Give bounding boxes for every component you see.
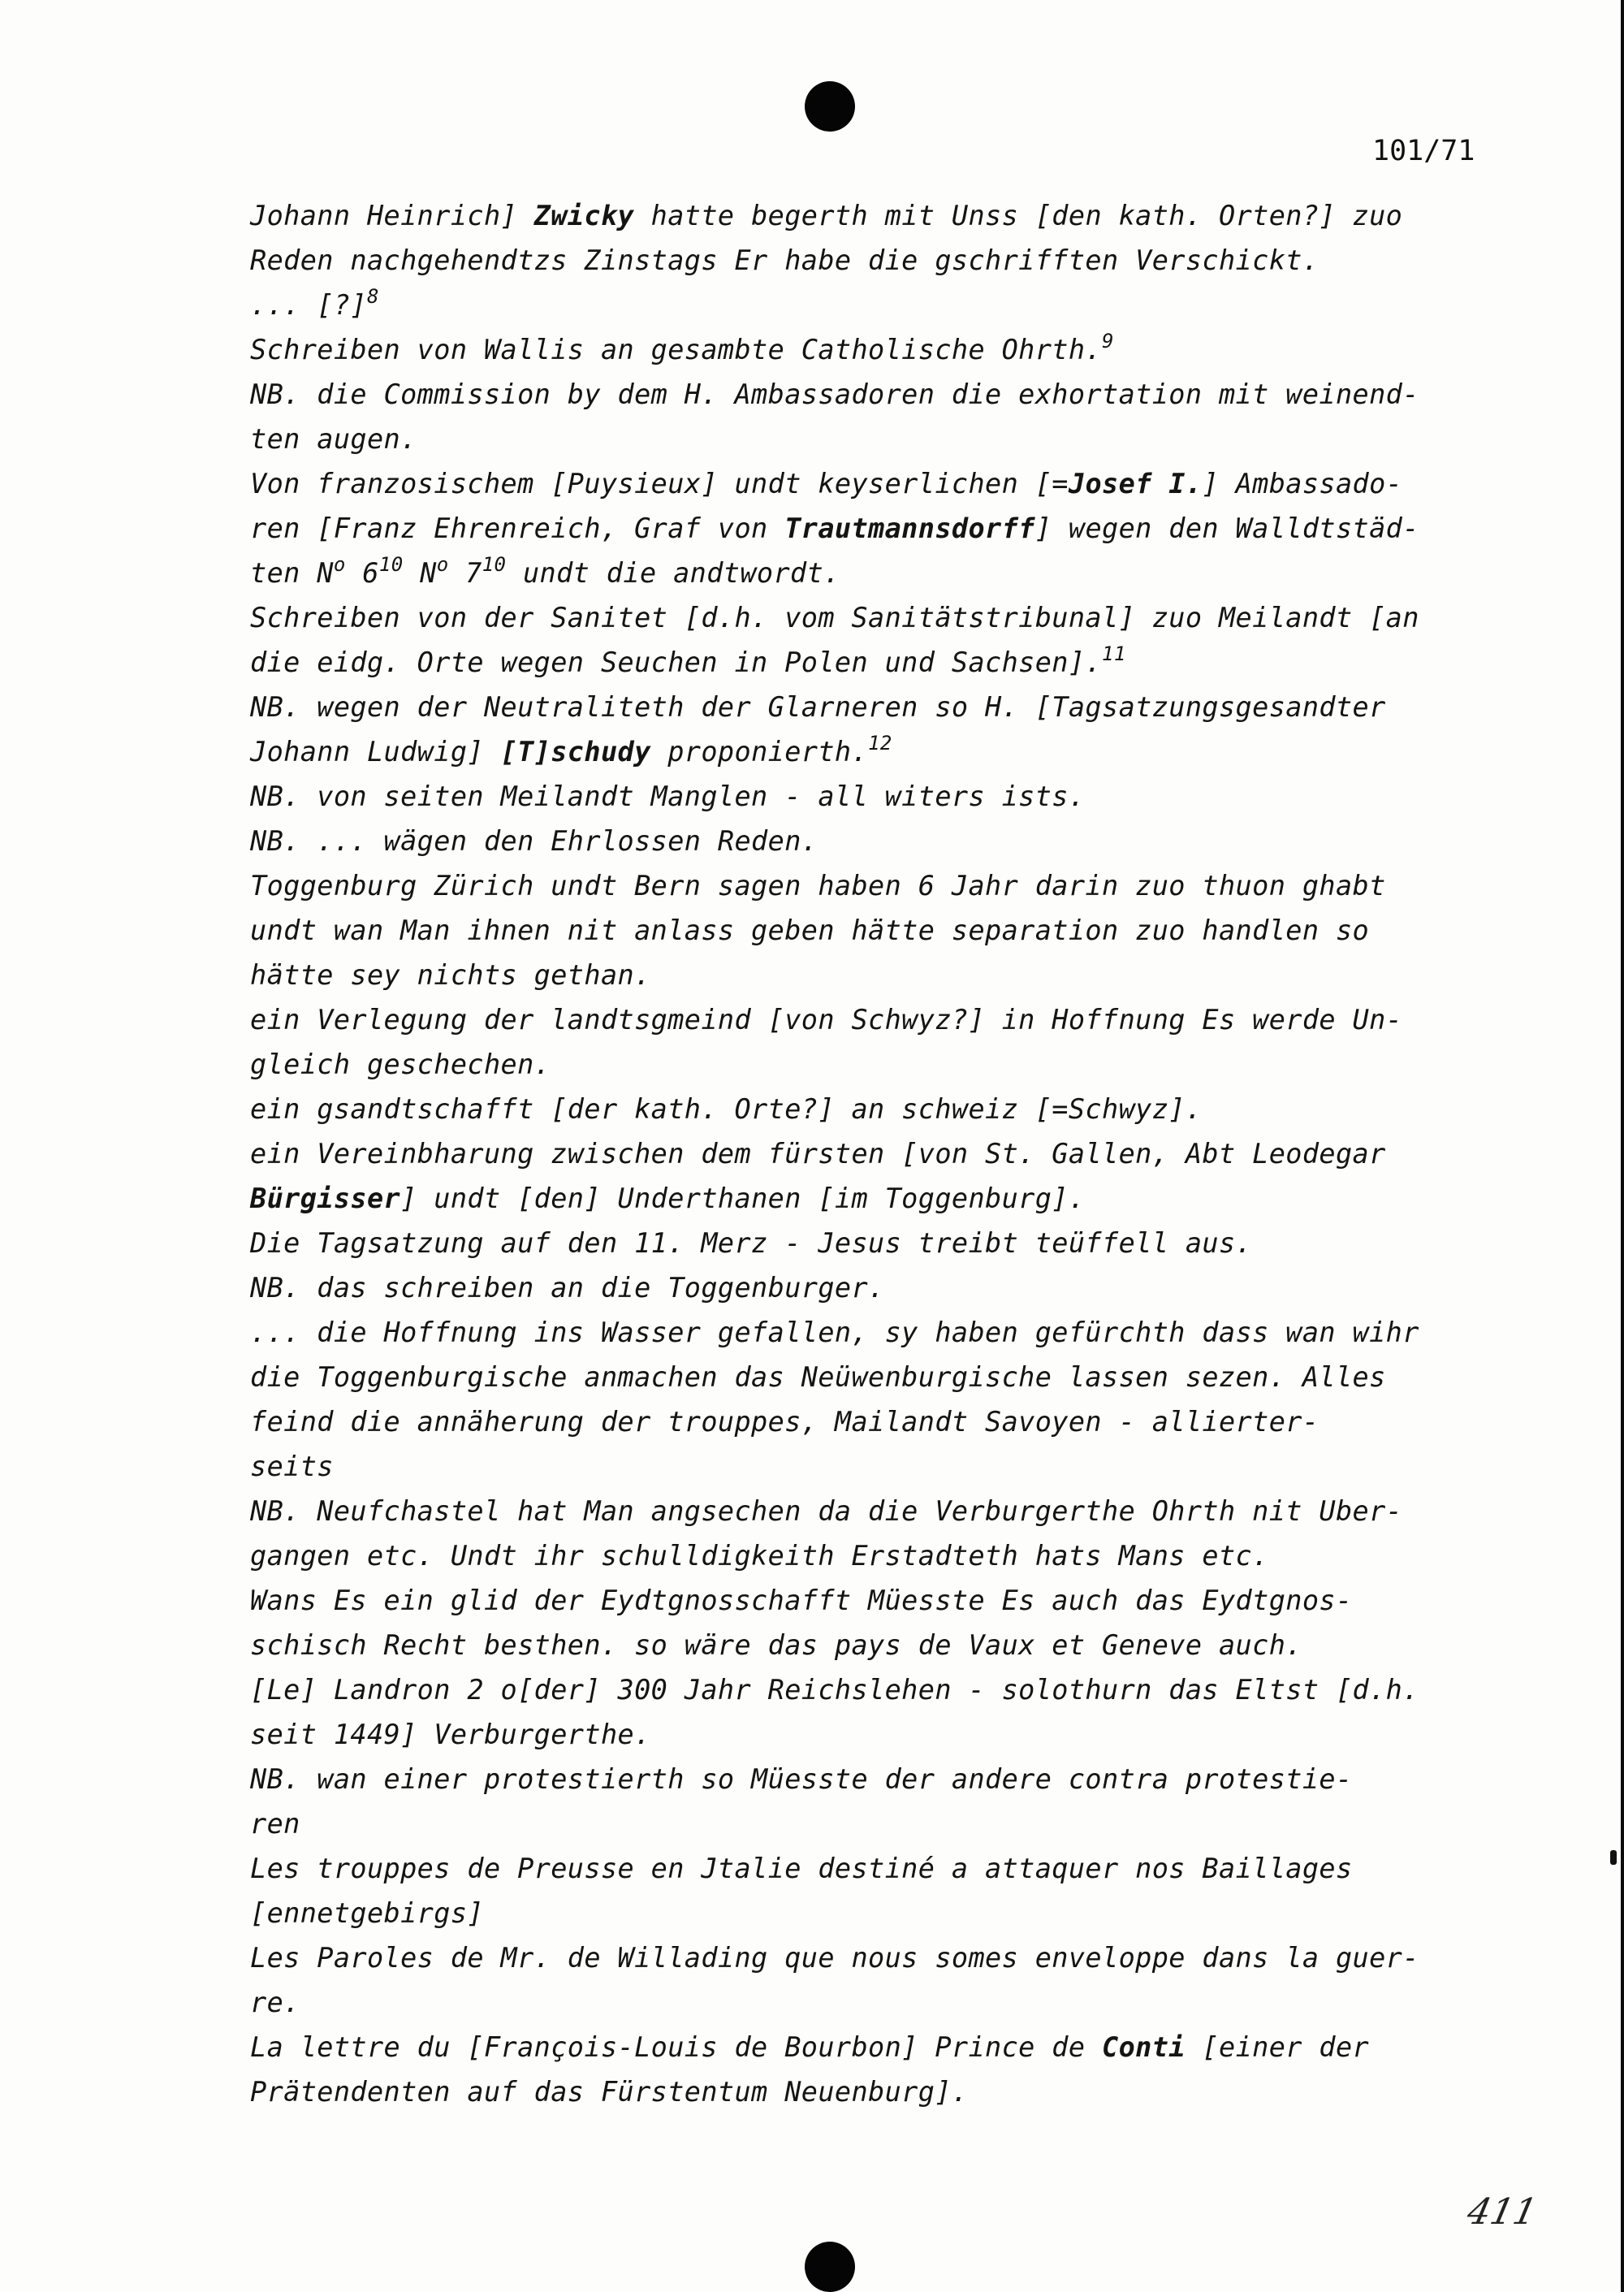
text-segment: Johann Ludwig] — [250, 736, 501, 768]
text-segment: NB. Neufchastel hat Man angsechen da die Verburgerthe Ohrth nit Uber- — [250, 1495, 1403, 1527]
text-line — [250, 327, 1517, 372]
text-segment: [einer der — [1185, 2031, 1370, 2063]
text-segment: proponierth. — [650, 736, 869, 768]
transcription-body — [250, 193, 1517, 2114]
text-line — [250, 1176, 1517, 1221]
text-segment: NB. die Commission by dem H. Ambassadoren die exhortation mit weinend- — [250, 378, 1419, 410]
text-segment: seits — [250, 1451, 334, 1482]
text-line — [250, 1221, 1517, 1265]
footnote-marker: 8 — [366, 285, 379, 308]
text-segment: La lettre du [François-Louis de Bourbon] Prince de — [250, 2031, 1103, 2063]
text-line — [250, 1355, 1517, 1399]
text-segment: die Toggenburgische anmachen das Neüwenburgische lassen sezen. Alles — [250, 1361, 1386, 1393]
text-segment: die eidg. Orte wegen Seuchen in Polen und Sachsen]. — [250, 647, 1103, 678]
text-segment: undt die andtwordt. — [506, 557, 840, 589]
scan-speck — [1610, 1850, 1617, 1865]
text-line — [250, 1935, 1517, 1980]
text-line — [250, 908, 1517, 953]
page-number: 101/71 — [1372, 135, 1475, 167]
text-line — [250, 1399, 1517, 1444]
text-line — [250, 1801, 1517, 1846]
text-segment: hatte begerth mit Unss [den kath. Orten?] zuo — [634, 200, 1403, 231]
text-line — [250, 1087, 1517, 1131]
text-segment: gangen etc. Undt ihr schulldigkeith Erstadteth hats Mans etc. — [250, 1540, 1269, 1572]
handwritten-folio-mark: 411 — [1463, 2191, 1541, 2233]
text-segment: N — [403, 557, 437, 589]
text-line — [250, 1891, 1517, 1935]
text-segment: [Le] Landron 2 o[der] 300 Jahr Reichslehen - solothurn das Eltst [d.h. — [250, 1674, 1419, 1706]
text-line — [250, 506, 1517, 551]
text-segment: schisch Recht besthen. so wäre das pays de Vaux et Geneve auch. — [250, 1629, 1302, 1661]
text-line — [250, 1533, 1517, 1578]
text-line — [250, 1757, 1517, 1801]
text-line — [250, 640, 1517, 685]
text-segment: NB. wan einer protestierth so Müesste der andere contra protestie- — [250, 1763, 1353, 1795]
footnote-marker: 11 — [1102, 642, 1126, 665]
text-segment: NB. das schreiben an die Toggenburger. — [250, 1272, 885, 1304]
text-segment: ten augen. — [250, 423, 417, 455]
footnote-marker: 9 — [1102, 330, 1114, 352]
text-line — [250, 1980, 1517, 2025]
text-line — [250, 417, 1517, 461]
text-segment: ] wegen den Walldtstäd- — [1034, 512, 1419, 544]
text-segment: hätte sey nichts gethan. — [250, 959, 651, 991]
text-line — [250, 238, 1517, 283]
text-line — [250, 997, 1517, 1042]
text-segment: ein Vereinbharung zwischen dem fürsten [von St. Gallen, Abt Leodegar — [250, 1138, 1386, 1170]
text-line — [250, 953, 1517, 997]
text-segment: NB. von seiten Meilandt Manglen - all witers ists. — [250, 781, 1086, 812]
text-line — [250, 1310, 1517, 1355]
text-line — [250, 1578, 1517, 1623]
text-segment: 6 — [345, 557, 379, 589]
bold-name: Bürgisser — [250, 1183, 401, 1214]
text-segment: Les trouppes de Preusse en Jtalie destiné a attaquer nos Baillages — [250, 1853, 1353, 1884]
text-line — [250, 2069, 1517, 2114]
text-line — [250, 1667, 1517, 1712]
text-segment: Les Paroles de Mr. de Willading que nous somes enveloppe dans la guer- — [250, 1942, 1419, 1974]
text-segment: Schreiben von Wallis an gesambte Catholische Ohrth. — [250, 334, 1103, 365]
text-segment: 7 — [448, 557, 482, 589]
text-line — [250, 1712, 1517, 1757]
text-line — [250, 863, 1517, 908]
text-segment: Wans Es ein glid der Eydtgnosschafft Müesste Es auch das Eydtgnos- — [250, 1585, 1353, 1616]
text-line — [250, 283, 1517, 327]
bold-name: Conti — [1102, 2031, 1186, 2063]
text-line — [250, 1489, 1517, 1533]
text-line — [250, 1623, 1517, 1667]
text-line — [250, 819, 1517, 863]
text-line — [250, 1444, 1517, 1489]
text-segment: NB. wegen der Neutraliteth der Glarneren so H. [Tagsatzungsgesandter — [250, 691, 1386, 723]
text-segment: Toggenburg Zürich undt Bern sagen haben 6 Jahr darin zuo thuon ghabt — [250, 870, 1386, 902]
text-line — [250, 1846, 1517, 1891]
text-line — [250, 551, 1517, 595]
text-segment: NB. ... wägen den Ehrlossen Reden. — [250, 825, 818, 857]
text-line — [250, 2025, 1517, 2069]
text-line — [250, 372, 1517, 417]
text-segment: Schreiben von der Sanitet [d.h. vom Sanitätstribunal] zuo Meilandt [an — [250, 602, 1419, 634]
text-segment: ten N — [250, 557, 334, 589]
text-segment: re. — [250, 1987, 300, 2018]
punch-hole-top — [805, 81, 855, 132]
footnote-marker: o — [333, 553, 346, 576]
bold-name: Trautmannsdorff — [784, 512, 1035, 544]
text-segment: ] undt [den] Underthanen [im Toggenburg]. — [400, 1183, 1086, 1214]
footnote-marker: 12 — [868, 732, 892, 755]
text-segment: ein Verlegung der landtsgmeind [von Schwyz?] in Hoffnung Es werde Un- — [250, 1004, 1403, 1036]
text-line — [250, 461, 1517, 506]
text-segment: ... die Hoffnung ins Wasser gefallen, sy haben gefürchth dass wan wihr — [250, 1317, 1419, 1348]
text-line — [250, 774, 1517, 819]
text-line — [250, 193, 1517, 238]
footnote-marker: 10 — [378, 553, 404, 576]
bold-name: Zwicky — [533, 200, 635, 231]
text-segment: feind die annäherung der trouppes, Mailandt Savoyen - allierter- — [250, 1406, 1320, 1438]
text-segment: Von franzosischem [Puysieux] undt keyserlichen [= — [250, 468, 1069, 499]
text-segment: Reden nachgehendtzs Zinstags Er habe die gschrifften Verschickt. — [250, 244, 1320, 276]
text-segment: ren — [250, 1808, 300, 1840]
text-segment: ren [Franz Ehrenreich, Graf von — [250, 512, 785, 544]
text-line — [250, 685, 1517, 729]
footnote-marker: 10 — [482, 553, 507, 576]
text-segment: Die Tagsatzung auf den 11. Merz - Jesus treibt teüffell aus. — [250, 1227, 1253, 1259]
text-segment: [ennetgebirgs] — [250, 1897, 484, 1929]
text-segment: Prätendenten auf das Fürstentum Neuenburg]. — [250, 2076, 969, 2108]
bold-name: [T]schudy — [500, 736, 651, 768]
text-segment: gleich geschechen. — [250, 1049, 551, 1080]
text-segment: ] Ambassado- — [1202, 468, 1403, 499]
footnote-marker: o — [436, 553, 449, 576]
punch-hole-bottom — [805, 2242, 855, 2292]
text-segment: undt wan Man ihnen nit anlass geben hätte separation zuo handlen so — [250, 915, 1370, 946]
bold-name: Josef I. — [1068, 468, 1203, 499]
text-segment: Johann Heinrich] — [250, 200, 534, 231]
text-line — [250, 1265, 1517, 1310]
text-segment: ein gsandtschafft [der kath. Orte?] an schweiz [=Schwyz]. — [250, 1093, 1203, 1125]
text-line — [250, 729, 1517, 774]
text-line — [250, 1042, 1517, 1087]
text-line — [250, 595, 1517, 640]
text-line — [250, 1131, 1517, 1176]
text-segment: seit 1449] Verburgerthe. — [250, 1719, 651, 1750]
text-segment: ... [?] — [250, 289, 367, 321]
